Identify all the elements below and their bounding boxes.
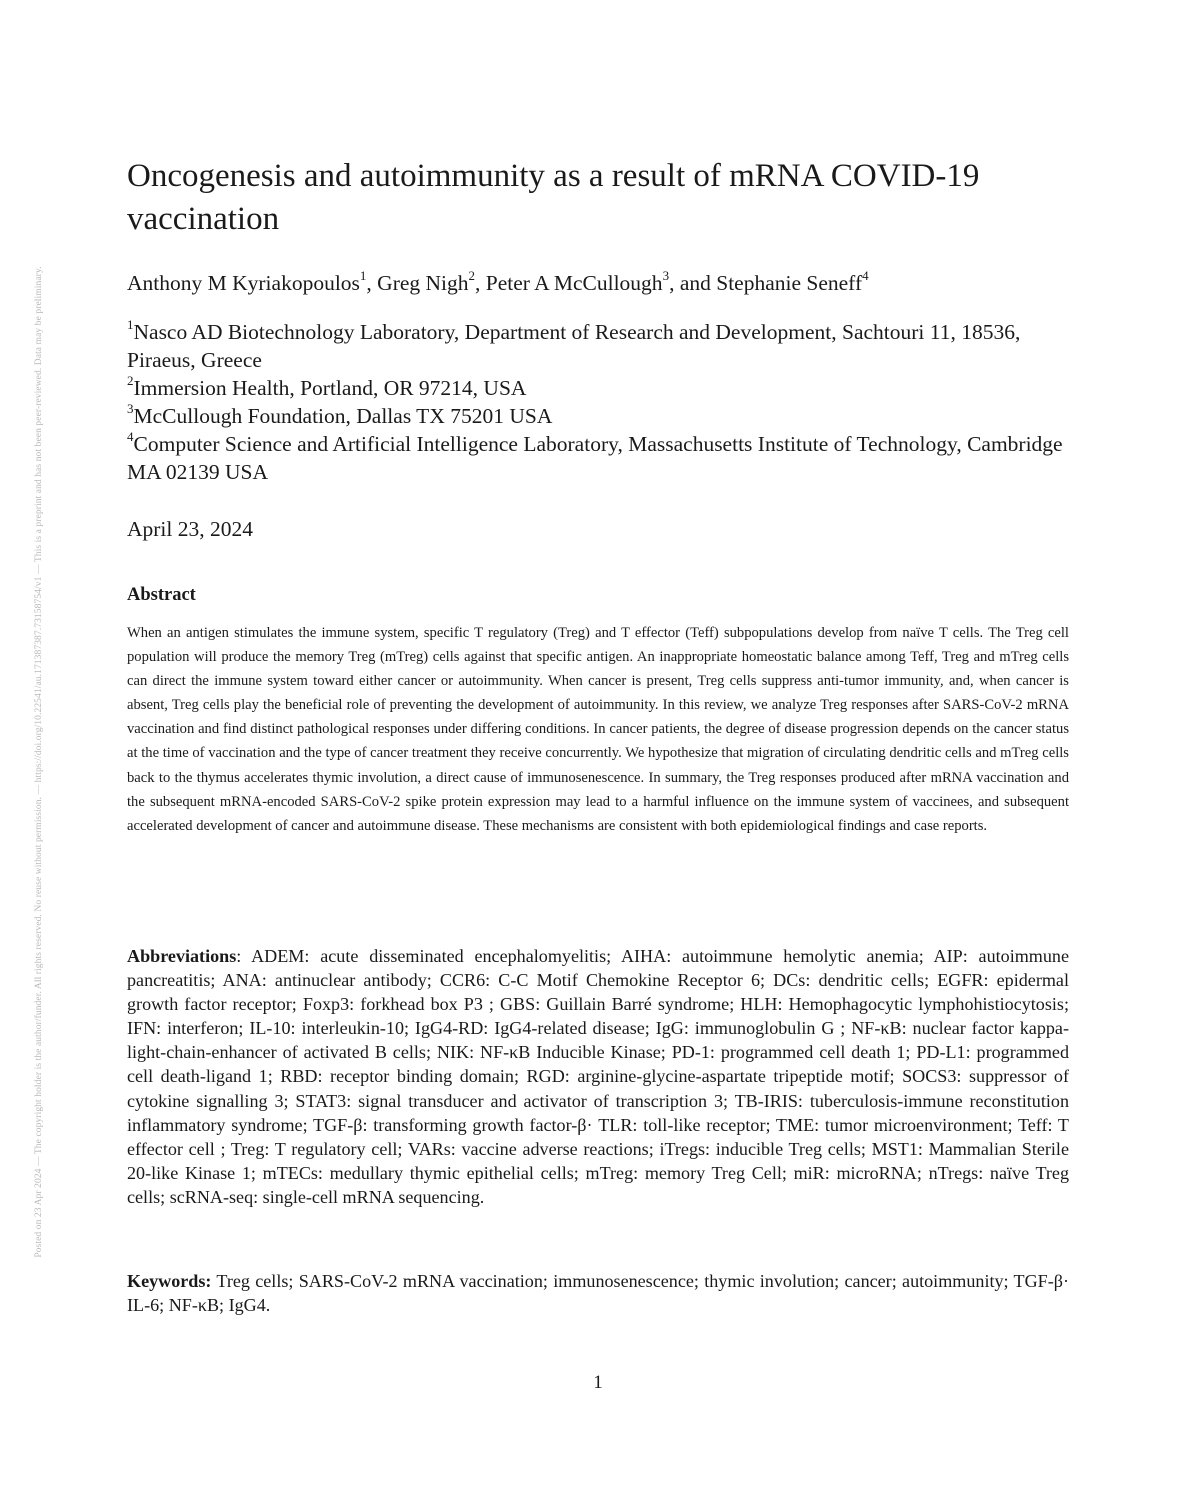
affiliation-number: 3: [127, 400, 134, 416]
abbreviations-text: : ADEM: acute disseminated encephalomyelitis; AIHA: autoimmune hemolytic anemia; AIP: autoimmune pancreatitis; ANA: antinuclear antibody; CCR6: C-C Motif Chemokine Receptor 6; DCs: dendritic cells; EGFR: epidermal growth factor receptor; Foxp3: forkhead box P3 ; GBS: Guillain Barré syndrome; HLH: Hemophagocytic lymphohistiocytosis; IFN: interferon; IL-10: interleukin-10; IgG4-RD: IgG4-related disease; IgG: immunoglobulin G ; NF-κB: nuclear factor kappa-light-chain-enhancer of activated B cells; NIK: NF-κB Inducible Kinase; PD-1: programmed cell death 1; PD-L1: programmed cell death-ligand 1; RBD: receptor binding domain; RGD: arginine-glycine-aspartate tripeptide motif; SOCS3: suppressor of cytokine signalling 3; STAT3: signal transducer and activator of transcription 3; TB-IRIS: tuberculosis-immune reconstitution inflammatory syndrome; TGF-β: transforming growth factor-β· TLR: toll-like receptor; TME: tumor microenvironment; Teff: T effector cell ; Treg: T regulatory cell; VARs: vaccine adverse reactions; iTregs: inducible Treg cells; MST1: Mammalian Sterile 20-like Kinase 1; mTECs: medullary thymic epithelial cells; mTreg: memory Treg Cell; miR: microRNA; nTregs: naïve Treg cells; scRNA-seq: single-cell mRNA sequencing.: [127, 946, 1069, 1207]
keywords-paragraph: [127, 1269, 1069, 1317]
author-name: Stephanie Seneff: [716, 271, 863, 295]
author-name: Anthony M Kyriakopoulos: [127, 271, 360, 295]
author-name: Peter A McCullough: [485, 271, 663, 295]
affiliation: [127, 374, 1069, 402]
affiliation: [127, 318, 1069, 374]
affiliation-text: McCullough Foundation, Dallas TX 75201 USA: [133, 404, 553, 428]
page-number: 1: [593, 1372, 603, 1393]
affiliation-list: [127, 318, 1069, 486]
paper-title: Oncogenesis and autoimmunity as a result of mRNA COVID-19 vaccination: [127, 158, 980, 237]
publication-date: April 23, 2024: [127, 517, 254, 541]
affiliation-text: Nasco AD Biotechnology Laboratory, Department of Research and Development, Sachtouri 11, 18536, Piraeus, Greece: [127, 320, 1021, 372]
affiliation-number: 4: [127, 428, 134, 444]
affiliation: [127, 430, 1069, 486]
author-separator: ,: [475, 271, 486, 295]
author-separator: , and: [669, 271, 717, 295]
keywords-text: Treg cells; SARS-CoV-2 mRNA vaccination; immunosenescence; thymic involution; cancer; autoimmunity; TGF-β· IL-6; NF-κB; IgG4.: [127, 1271, 1069, 1316]
preprint-side-note: Posted on 23 Apr 2024 — The copyright holder is the author/funder. All rights reserved. No reuse without permission. — https://doi.org/10.22541/au.171387387.73158754/v1 — This is a preprint and has not been peer-reviewed. Data may be preliminary.: [34, 266, 44, 1258]
keywords-label: Keywords:: [127, 1271, 212, 1291]
affiliation: [127, 402, 1069, 430]
author-list: [127, 268, 1069, 298]
affiliation-text: Immersion Health, Portland, OR 97214, USA: [133, 376, 527, 400]
abbreviations-paragraph: [127, 944, 1069, 1209]
affiliation-number: 2: [127, 372, 134, 388]
abstract-heading: Abstract: [127, 585, 196, 605]
affiliation-mark: 1: [359, 267, 367, 283]
author-name: Greg Nigh: [377, 271, 469, 295]
affiliation-text: Computer Science and Artificial Intelligence Laboratory, Massachusetts Institute of Technology, Cambridge MA 02139 USA: [127, 432, 1063, 484]
affiliation-mark: 2: [468, 267, 476, 283]
affiliation-mark: 4: [862, 267, 869, 283]
author-separator: ,: [366, 271, 378, 295]
abstract-text: When an antigen stimulates the immune system, specific T regulatory (Treg) and T effector (Teff) subpopulations develop from naïve T cells. The Treg cell population will produce the memory Treg (mTreg) cells against that specific antigen. An inappropriate homeostatic balance among Teff, Treg and mTreg cells can direct the immune system toward either cancer or autoimmunity. When cancer is present, Treg cells suppress anti-tumor immunity, and, when cancer is absent, Treg cells play the beneficial role of preventing the development of autoimmunity. In this review, we analyze Treg responses after SARS-CoV-2 mRNA vaccination and find distinct pathological responses under differing conditions. In cancer patients, the degree of disease progression depends on the cancer status at the time of vaccination and the type of cancer treatment they receive concurrently. We hypothesize that migration of circulating dendritic cells and mTreg cells back to the thymus accelerates thymic involution, a direct cause of immunosenescence. In summary, the Treg responses produced after mRNA vaccination and the subsequent mRNA-encoded SARS-CoV-2 spike protein expression may lead to a harmful influence on the immune system of vaccinees, and subsequent accelerated development of cancer and autoimmune disease. These mechanisms are consistent with both epidemiological findings and case reports.: [127, 625, 1069, 834]
affiliation-number: 1: [127, 316, 134, 332]
abbreviations-label: Abbreviations: [127, 946, 237, 966]
affiliation-mark: 3: [662, 267, 670, 283]
